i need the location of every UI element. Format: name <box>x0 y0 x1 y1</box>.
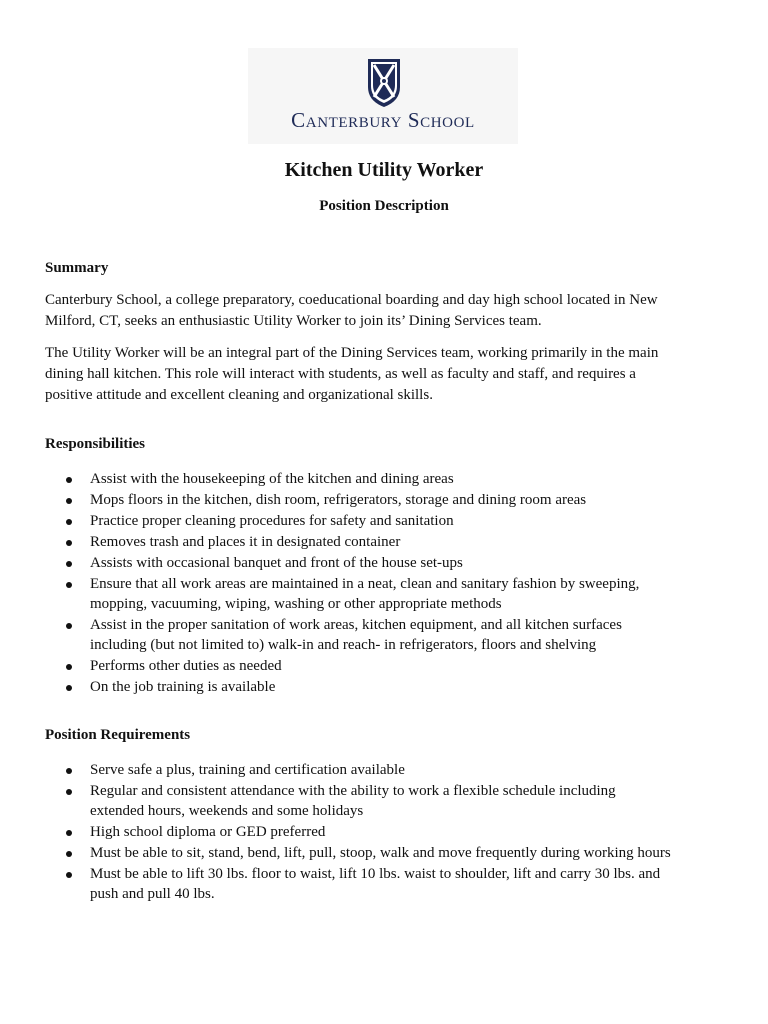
list-item <box>0 864 671 904</box>
bullet-icon <box>66 685 72 691</box>
list-item-text: High school diploma or GED preferred <box>90 824 326 840</box>
list-item-text: extended hours, weekends and some holidays <box>90 803 364 819</box>
list-item-text: Must be able to lift 30 lbs. floor to waist, lift 10 lbs. waist to shoulder, lift and carry 30 lbs. and <box>90 866 661 882</box>
list-item-text: Removes trash and places it in designated container <box>90 534 401 550</box>
text-line: Canterbury School, a college preparatory, coeducational boarding and day high school located in New <box>45 292 658 308</box>
list-item <box>0 553 639 573</box>
list-item <box>0 760 671 780</box>
crest-icon <box>366 57 402 109</box>
list-item-text: Regular and consistent attendance with the ability to work a flexible schedule including <box>90 783 616 799</box>
list-item <box>0 490 639 510</box>
list-item-text: Must be able to sit, stand, bend, lift, pull, stoop, walk and move frequently during working hours <box>90 845 671 861</box>
bullet-icon <box>66 477 72 483</box>
bullet-icon <box>66 498 72 504</box>
bullet-icon <box>66 561 72 567</box>
requirements-list <box>0 760 671 904</box>
list-item-text: Ensure that all work areas are maintained in a neat, clean and sanitary fashion by sweeping, <box>90 576 640 592</box>
list-item <box>0 615 639 655</box>
summary-paragraph-2 <box>45 343 735 406</box>
list-item <box>0 532 639 552</box>
bullet-icon <box>66 768 72 774</box>
list-item-text: Assists with occasional banquet and front of the house set-ups <box>90 555 463 571</box>
list-item-text: mopping, vacuuming, wiping, washing or other appropriate methods <box>90 596 502 612</box>
text-line: dining hall kitchen. This role will interact with students, as well as faculty and staff, and requires a <box>45 366 636 382</box>
bullet-icon <box>66 872 72 878</box>
list-item-text: Mops floors in the kitchen, dish room, refrigerators, storage and dining room areas <box>90 492 587 508</box>
text-line: Milford, CT, seeks an enthusiastic Utility Worker to join its’ Dining Services team. <box>45 313 542 329</box>
requirements-heading: Position Requirements <box>45 727 191 743</box>
responsibilities-list <box>0 469 639 697</box>
school-logo <box>248 48 518 144</box>
bullet-icon <box>66 623 72 629</box>
bullet-icon <box>66 830 72 836</box>
list-item <box>0 469 639 489</box>
list-item-text: Assist with the housekeeping of the kitchen and dining areas <box>90 471 454 487</box>
document-title: Kitchen Utility Worker <box>284 159 484 181</box>
list-item-text: Performs other duties as needed <box>90 658 282 674</box>
text-line: positive attitude and excellent cleaning and organizational skills. <box>45 387 433 403</box>
text-line: The Utility Worker will be an integral part of the Dining Services team, working primarily in the main <box>45 345 659 361</box>
responsibilities-heading: Responsibilities <box>45 436 146 452</box>
bullet-icon <box>66 789 72 795</box>
list-item <box>0 574 639 614</box>
list-item <box>0 677 639 697</box>
list-item-text: On the job training is available <box>90 679 276 695</box>
list-item-text: Serve safe a plus, training and certification available <box>90 762 405 778</box>
bullet-icon <box>66 582 72 588</box>
summary-paragraph-1 <box>45 290 735 332</box>
summary-heading: Summary <box>45 260 109 276</box>
logo-wordmark: Canterbury School <box>291 108 475 132</box>
list-item-text: Practice proper cleaning procedures for safety and sanitation <box>90 513 454 529</box>
bullet-icon <box>66 540 72 546</box>
list-item-text: including (but not limited to) walk-in and reach- in refrigerators, floors and shelving <box>90 637 597 653</box>
list-item <box>0 781 671 821</box>
list-item-text: push and pull 40 lbs. <box>90 886 215 902</box>
list-item <box>0 656 639 676</box>
list-item-text: Assist in the proper sanitation of work areas, kitchen equipment, and all kitchen surfaces <box>90 617 622 633</box>
bullet-icon <box>66 664 72 670</box>
bullet-icon <box>66 519 72 525</box>
list-item <box>0 822 671 842</box>
document-subtitle: Position Description <box>319 198 449 214</box>
bullet-icon <box>66 851 72 857</box>
list-item <box>0 511 639 531</box>
list-item <box>0 843 671 863</box>
